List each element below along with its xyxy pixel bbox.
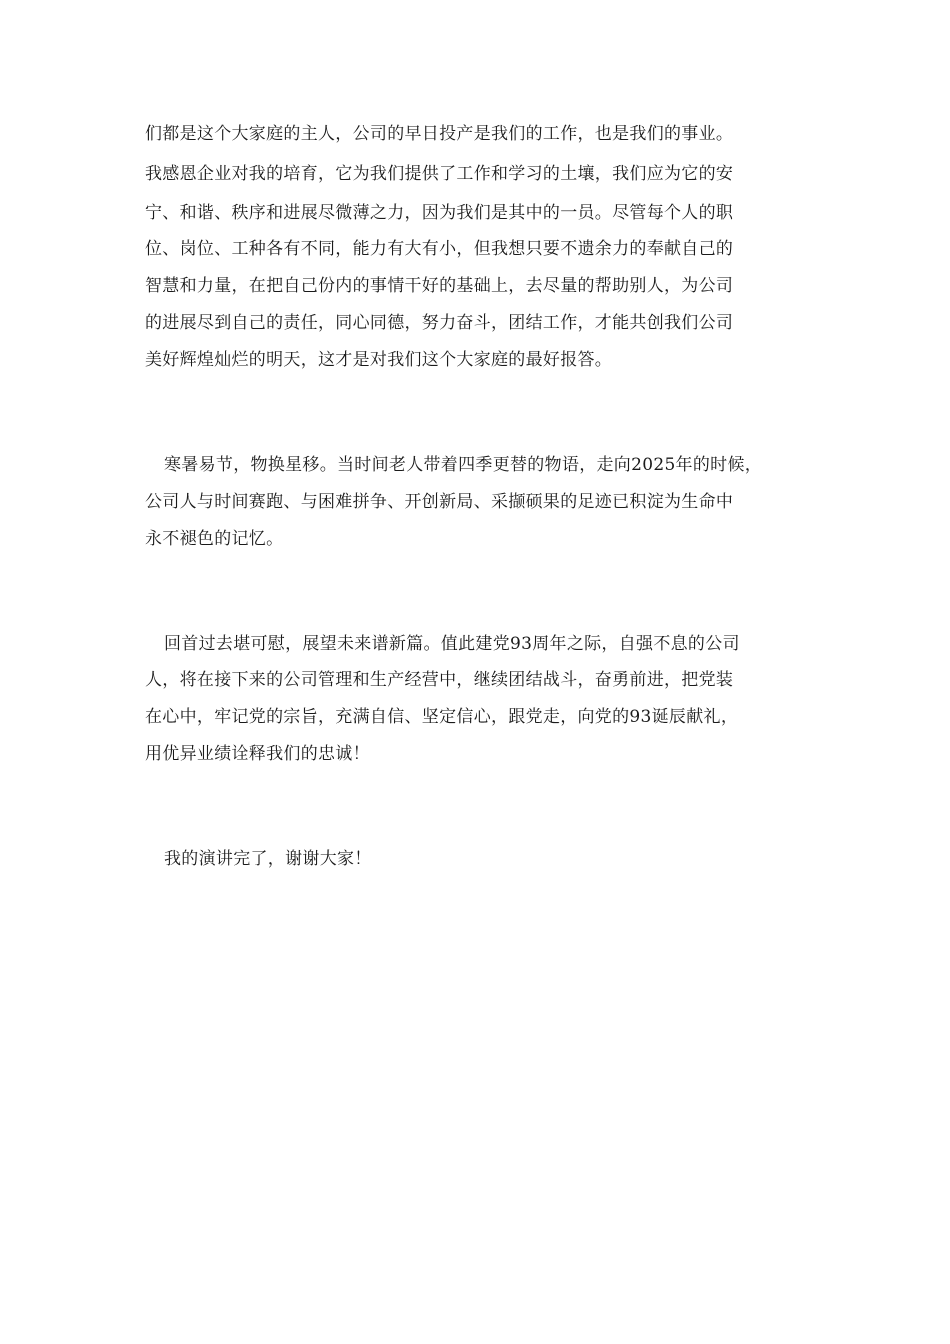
text-line: 的进展尽到自己的责任，同心同德，努力奋斗，团结工作，才能共创我们公司: [145, 313, 734, 333]
text-line: 们都是这个大家庭的主人，公司的早日投产是我们的工作，也是我们的事业。: [145, 124, 734, 144]
text-line: 我的演讲完了，谢谢大家！: [164, 849, 372, 869]
text-line: 在心中，牢记党的宗旨，充满自信、坚定信心，跟党走，向党的93诞辰献礼，: [145, 707, 739, 727]
text-line: 智慧和力量，在把自己份内的事情干好的基础上，去尽量的帮助别人，为公司: [145, 276, 734, 296]
text-line: 位、岗位、工种各有不同，能力有大有小，但我想只要不遗余力的奉献自己的: [145, 239, 734, 259]
text-line: 宁、和谐、秩序和进展尽微薄之力，因为我们是其中的一员。尽管每个人的职: [145, 203, 734, 223]
text-line: 美好辉煌灿烂的明天，这才是对我们这个大家庭的最好报答。: [145, 350, 613, 370]
text-line: 用优异业绩诠释我们的忠诚！: [145, 744, 370, 764]
text-line: 回首过去堪可慰，展望未来谱新篇。值此建党93周年之际，自强不息的公司: [164, 634, 740, 654]
text-line: 永不褪色的记忆。: [145, 529, 284, 549]
text-line: 人，将在接下来的公司管理和生产经营中，继续团结战斗，奋勇前进，把党装: [145, 670, 734, 690]
text-line: 寒暑易节，物换星移。当时间老人带着四季更替的物语，走向2025年的时候，: [164, 455, 763, 475]
text-line: 公司人与时间赛跑、与困难拼争、开创新局、采撷硕果的足迹已积淀为生命中: [145, 492, 734, 512]
text-line: 我感恩企业对我的培育，它为我们提供了工作和学习的土壤，我们应为它的安: [145, 164, 734, 184]
